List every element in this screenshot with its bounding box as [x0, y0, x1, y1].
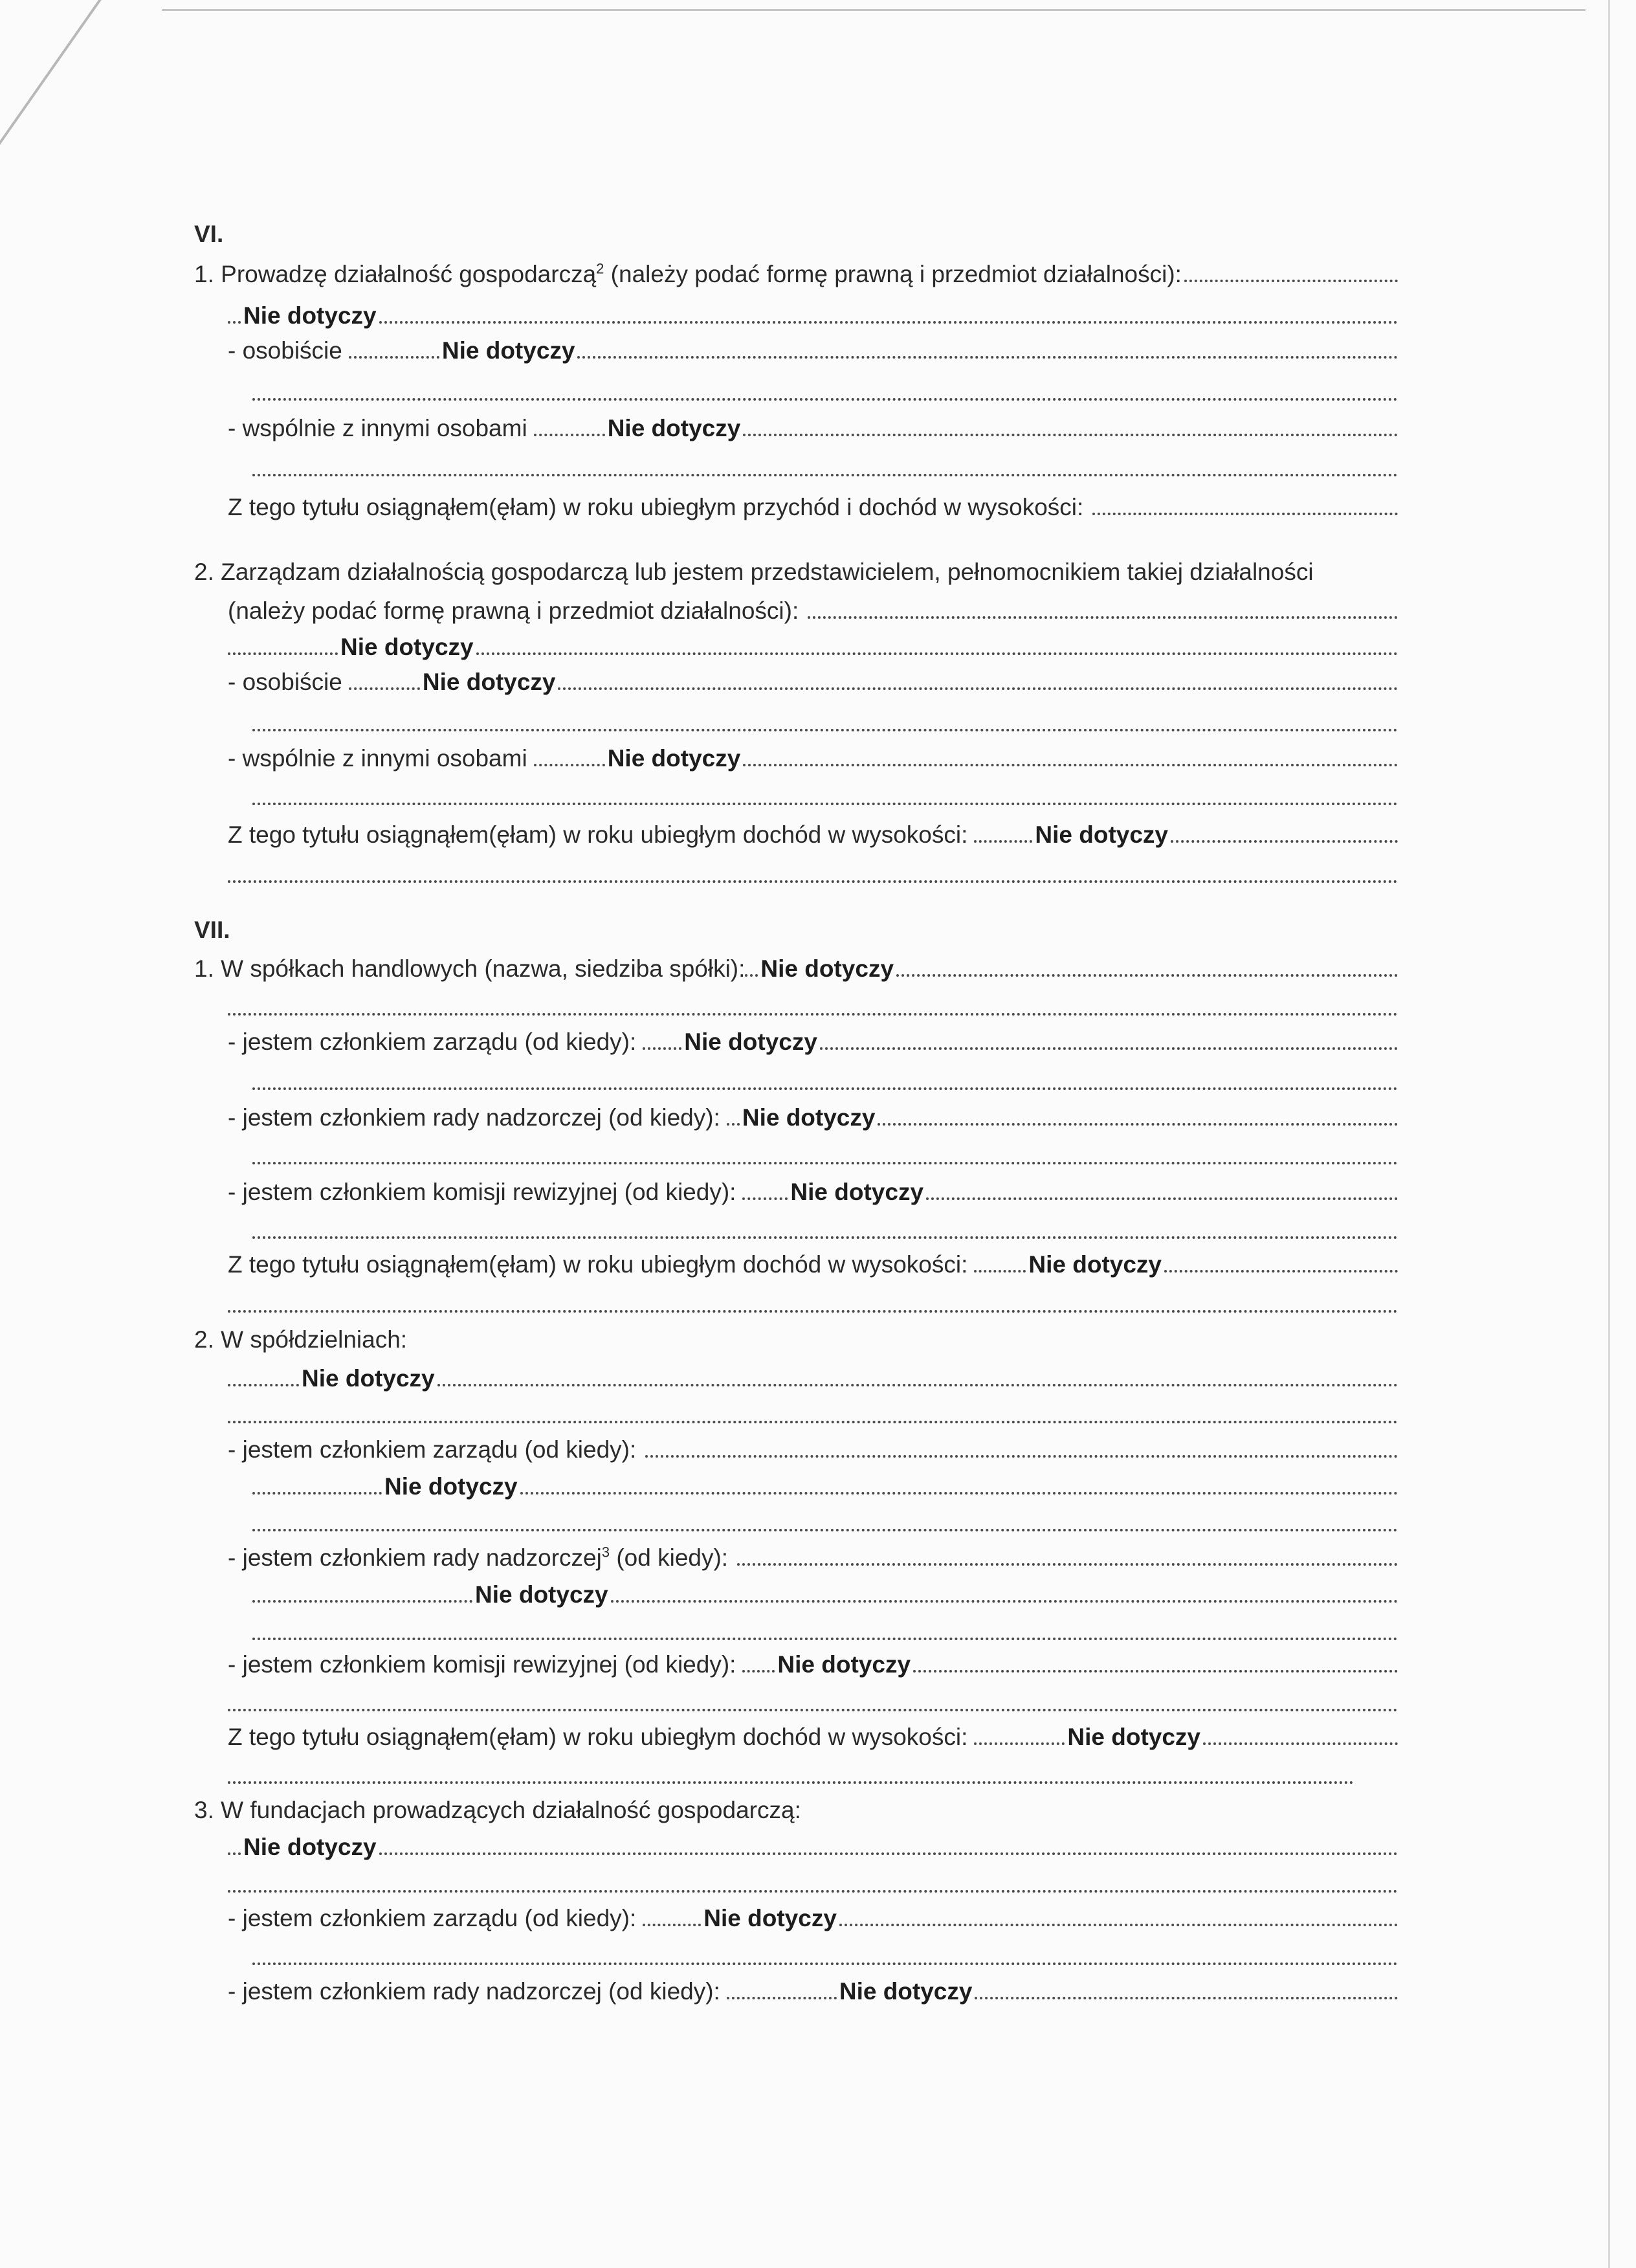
vi-2-answer: Nie dotyczy	[228, 627, 1398, 668]
vi-2-jointly: - wspólnie z innymi osobami Nie dotyczy	[228, 738, 1398, 779]
vii-1-supervisory: - jestem członkiem rady nadzorczej (od kiedy): Nie dotyczy	[228, 1097, 1398, 1139]
dotted-fill	[1184, 254, 1398, 282]
vi-2-income: Z tego tytułu osiągnąłem(ęłam) w roku ubiegłym dochód w wysokości: Nie dotyczy	[228, 814, 1398, 856]
vi-1-personally: - osobiście Nie dotyczy	[228, 330, 1398, 372]
vii-2-supervisory: - jestem członkiem rady nadzorczej$^3$ (od kiedy):	[228, 1537, 1398, 1579]
vi-1-question	[194, 254, 1398, 295]
vi-2-personally: - osobiście Nie dotyczy	[228, 662, 1398, 703]
vi-2-jointly-extra	[252, 777, 1398, 818]
vii-1-question: 1. W spółkach handlowych (nazwa, siedziba spółki): Nie dotyczy	[194, 948, 1398, 990]
section-vii-heading: VII.	[194, 917, 230, 943]
vii-3-question: 3. W fundacjach prowadzących działalność gospodarczą:	[194, 1797, 801, 1823]
section-vi-heading: VI.	[194, 221, 224, 247]
vii-2-audit: - jestem członkiem komisji rewizyjnej (od kiedy): Nie dotyczy	[228, 1644, 1398, 1685]
vii-2-board: - jestem członkiem zarządu (od kiedy):	[228, 1429, 1398, 1471]
vi-1-value: Nie dotyczy	[243, 302, 377, 329]
vii-2-question: 2. W spółdzielniach:	[194, 1326, 408, 1353]
vi-1-text: Prowadzę działalność gospodarczą$^2$ (należy podać formę prawną i przedmiot działalności):	[221, 260, 1182, 287]
vi-2-question-line1: 2. Zarządzam działalnością gospodarczą lub jestem przedstawicielem, pełnomocnikiem takiej działalności	[194, 559, 1314, 585]
vii-3-board: - jestem członkiem zarządu (od kiedy): Nie dotyczy	[228, 1898, 1398, 1939]
vii-2-board-answer: Nie dotyczy	[252, 1466, 1398, 1507]
vii-1-audit: - jestem członkiem komisji rewizyjnej (od kiedy): Nie dotyczy	[228, 1172, 1398, 1213]
vii-3-answer: Nie dotyczy	[228, 1827, 1398, 1868]
vi-1-income: Z tego tytułu osiągnąłem(ęłam) w roku ubiegłym przychód i dochód w wysokości:	[228, 487, 1398, 528]
vii-2-income: Z tego tytułu osiągnąłem(ęłam) w roku ubiegłym dochód w wysokości: Nie dotyczy	[228, 1717, 1398, 1758]
vii-2-supervisory-answer: Nie dotyczy	[252, 1574, 1398, 1616]
vi-2-income-extra	[228, 854, 1398, 896]
vii-3-supervisory: - jestem członkiem rady nadzorczej (od kiedy): Nie dotyczy	[228, 1971, 1398, 2012]
vi-2-question-line2: (należy podać formę prawną i przedmiot działalności):	[228, 590, 1398, 632]
vii-1-board: - jestem członkiem zarządu (od kiedy): Nie dotyczy	[228, 1021, 1398, 1063]
vii-2-answer: Nie dotyczy	[228, 1358, 1398, 1399]
vi-1-jointly-extra	[252, 448, 1398, 489]
vi-1-jointly: - wspólnie z innymi osobami Nie dotyczy	[228, 408, 1398, 449]
vii-1-income: Z tego tytułu osiągnąłem(ęłam) w roku ubiegłym dochód w wysokości: Nie dotyczy	[228, 1244, 1398, 1285]
vi-1-number: 1.	[194, 261, 214, 287]
